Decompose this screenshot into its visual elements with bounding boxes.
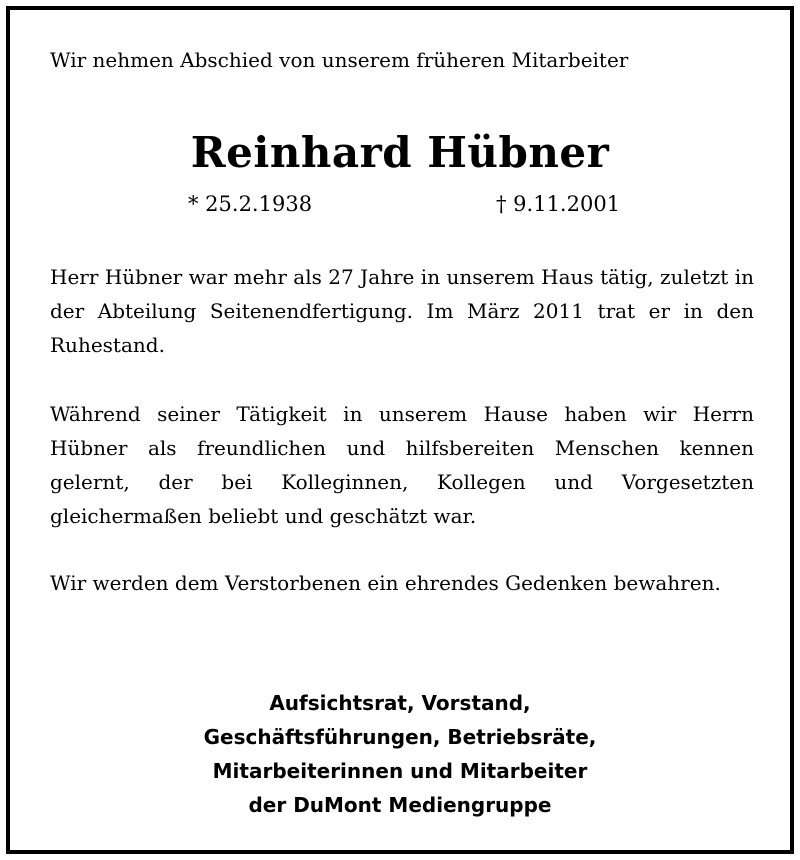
signature-line: Geschäftsführungen, Betriebsräte, xyxy=(203,725,597,749)
paragraph-remembrance: Wir werden dem Verstorbenen ein ehrendes Gedenken bewahren. xyxy=(50,571,721,595)
obituary-notice xyxy=(6,6,794,854)
signature-line: Mitarbeiterinnen und Mitarbeiter xyxy=(212,759,588,783)
intro-line: Wir nehmen Abschied von unserem früheren Mitarbeiter xyxy=(50,48,629,72)
signature-line: Aufsichtsrat, Vorstand, xyxy=(269,691,531,715)
death-date: † 9.11.2001 xyxy=(496,192,621,216)
paragraph-character: Während seiner Tätigkeit in unserem Hause haben wir Herrn Hübner als freundlichen und hilfsbereiten Menschen kennen gelernt, der bei Kolleginnen, Kollegen und Vorgesetzten gleichermaßen beliebt und geschätzt war. xyxy=(50,402,754,528)
paragraph-career: Herr Hübner war mehr als 27 Jahre in unserem Haus tätig, zuletzt in der Abteilung Seitenendfertigung. Im März 2011 trat er in den Ruhestand. xyxy=(50,265,754,357)
signature-block xyxy=(10,686,790,822)
life-dates xyxy=(10,192,790,218)
deceased-name: Reinhard Hübner xyxy=(190,128,610,177)
birth-date: * 25.2.1938 xyxy=(188,192,313,216)
signature-line: der DuMont Mediengruppe xyxy=(248,793,552,817)
